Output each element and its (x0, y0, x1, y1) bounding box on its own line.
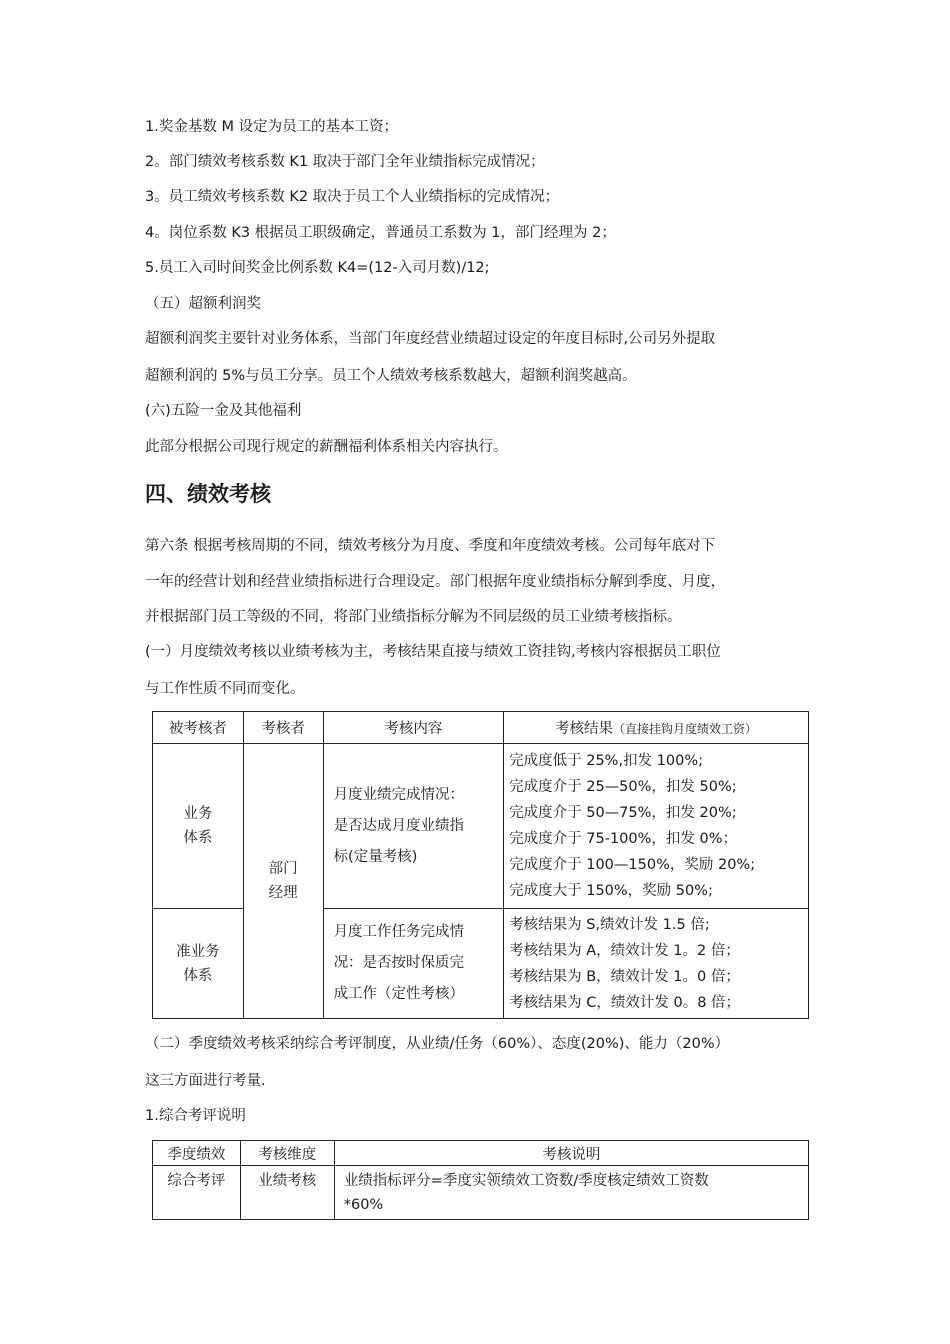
result-line: 完成度介于 50—75%，扣发 20%; (509, 805, 737, 821)
assessor-line: 经理 (268, 885, 298, 901)
result-line: 完成度介于 25—50%，扣发 50%; (509, 779, 737, 795)
welfare-heading: (六)五险一金及其他福利 (145, 403, 302, 419)
header-result (504, 712, 809, 744)
table-header-row (153, 1141, 809, 1166)
subject-line: 业务 (183, 806, 213, 822)
subject-line: 体系 (183, 967, 213, 984)
content-line: 况：是否按时保质完 (333, 955, 465, 971)
header-description: 考核说明 (334, 1141, 808, 1166)
monthly-line-2: 与工作性质不同而变化。 (145, 681, 305, 697)
table-header-row (153, 712, 809, 744)
table-row (153, 744, 809, 909)
bonus-item-3: 3。员工绩效考核系数 K2 取决于员工个人业绩指标的完成情况； (145, 189, 560, 205)
subject-line: 体系 (183, 830, 213, 846)
excess-profit-line-1: 超额利润奖主要针对业务体系，当部门年度经营业绩超过设定的年度目标时,公司另外提取 (145, 331, 716, 347)
result-line: 考核结果为 C，绩效计发 0。8 倍； (509, 994, 741, 1011)
content-monthly-performance (323, 744, 504, 909)
result-line: 考核结果为 A，绩效计发 1。2 倍； (509, 942, 740, 959)
header-quarterly: 季度绩效 (153, 1141, 241, 1166)
content-monthly-tasks (323, 909, 504, 1019)
bonus-item-4: 4。岗位系数 K3 根据员工职级确定，普通员工系数为 1，部门经理为 2； (145, 225, 616, 241)
quarterly-assessment-table (152, 1140, 809, 1220)
result-quantitative (504, 744, 809, 909)
content-line: 是否达成月度业绩指 (333, 817, 465, 834)
description-line: *60% (343, 1197, 384, 1213)
assessor-line: 部门 (268, 861, 298, 877)
article-6-line-1: 第六条 根据考核周期的不同，绩效考核分为月度、季度和年度绩效考核。公司每年底对下 (145, 538, 716, 554)
article-6-line-2: 一年的经营计划和经营业绩指标进行合理设定。部门根据年度业绩指标分解到季度、月度， (145, 574, 725, 590)
description-line: 业绩指标评分=季度实领绩效工资数/季度核定绩效工资数 (343, 1173, 709, 1189)
content-line: 标(定量考核) (333, 848, 418, 865)
header-assessor: 考核者 (243, 712, 323, 744)
monthly-line-1: (一）月度绩效考核以业绩考核为主，考核结果直接与绩效工资挂钩,考核内容根据员工职位 (145, 644, 721, 660)
cell-comprehensive: 综合考评 (153, 1166, 241, 1220)
cell-description (334, 1166, 808, 1220)
quarterly-line-1: （二）季度绩效考核采纳综合考评制度，从业绩/任务（60%）、态度(20%)、能力（20%） (145, 1036, 730, 1052)
header-dimension: 考核维度 (240, 1141, 334, 1166)
bonus-item-1: 1.奖金基数 M 设定为员工的基本工资； (145, 119, 399, 135)
table-row (153, 1166, 809, 1220)
header-content: 考核内容 (323, 712, 504, 744)
result-line: 完成度大于 150%，奖励 50%; (509, 883, 713, 899)
content-line: 成工作（定性考核） (333, 986, 465, 1002)
article-6-line-3: 并根据部门员工等级的不同，将部门业绩指标分解为不同层级的员工业绩考核指标。 (145, 609, 682, 625)
result-line: 完成度介于 100—150%，奖励 20%; (509, 857, 756, 873)
result-line: 完成度低于 25%,扣发 100%; (509, 753, 704, 769)
section-title: 四、绩效考核 (145, 482, 271, 506)
header-subject: 被考核者 (153, 712, 244, 744)
content-line: 月度业绩完成情况： (333, 786, 465, 803)
cell-performance: 业绩考核 (240, 1166, 334, 1220)
result-line: 完成度介于 75-100%，扣发 0%； (509, 831, 737, 847)
subject-quasi-business (153, 909, 244, 1019)
subject-business (153, 744, 244, 909)
excess-profit-heading: （五）超额利润奖 (145, 296, 261, 312)
welfare-text: 此部分根据公司现行规定的薪酬福利体系相关内容执行。 (145, 439, 508, 455)
content-line: 月度工作任务完成情 (333, 924, 465, 940)
result-line: 考核结果为 B，绩效计发 1。0 倍； (509, 968, 740, 985)
assessor-dept-manager (243, 744, 323, 1019)
monthly-assessment-table (152, 711, 809, 1019)
result-qualitative (504, 909, 809, 1019)
header-result-label: 考核结果 (555, 721, 614, 737)
comprehensive-heading: 1.综合考评说明 (145, 1108, 246, 1124)
quarterly-line-2: 这三方面进行考量. (145, 1073, 266, 1089)
subject-line: 准业务 (176, 943, 220, 960)
header-result-note: （直接挂钩月度绩效工资） (613, 722, 758, 736)
result-line: 考核结果为 S,绩效计发 1.5 倍; (509, 916, 710, 933)
excess-profit-line-2: 超额利润的 5%与员工分享。员工个人绩效考核系数越大，超额利润奖越高。 (145, 368, 637, 384)
bonus-item-5: 5.员工入司时间奖金比例系数 K4=(12-入司月数)/12; (145, 260, 490, 276)
bonus-item-2: 2。部门绩效考核系数 K1 取决于部门全年业绩指标完成情况； (145, 154, 545, 170)
